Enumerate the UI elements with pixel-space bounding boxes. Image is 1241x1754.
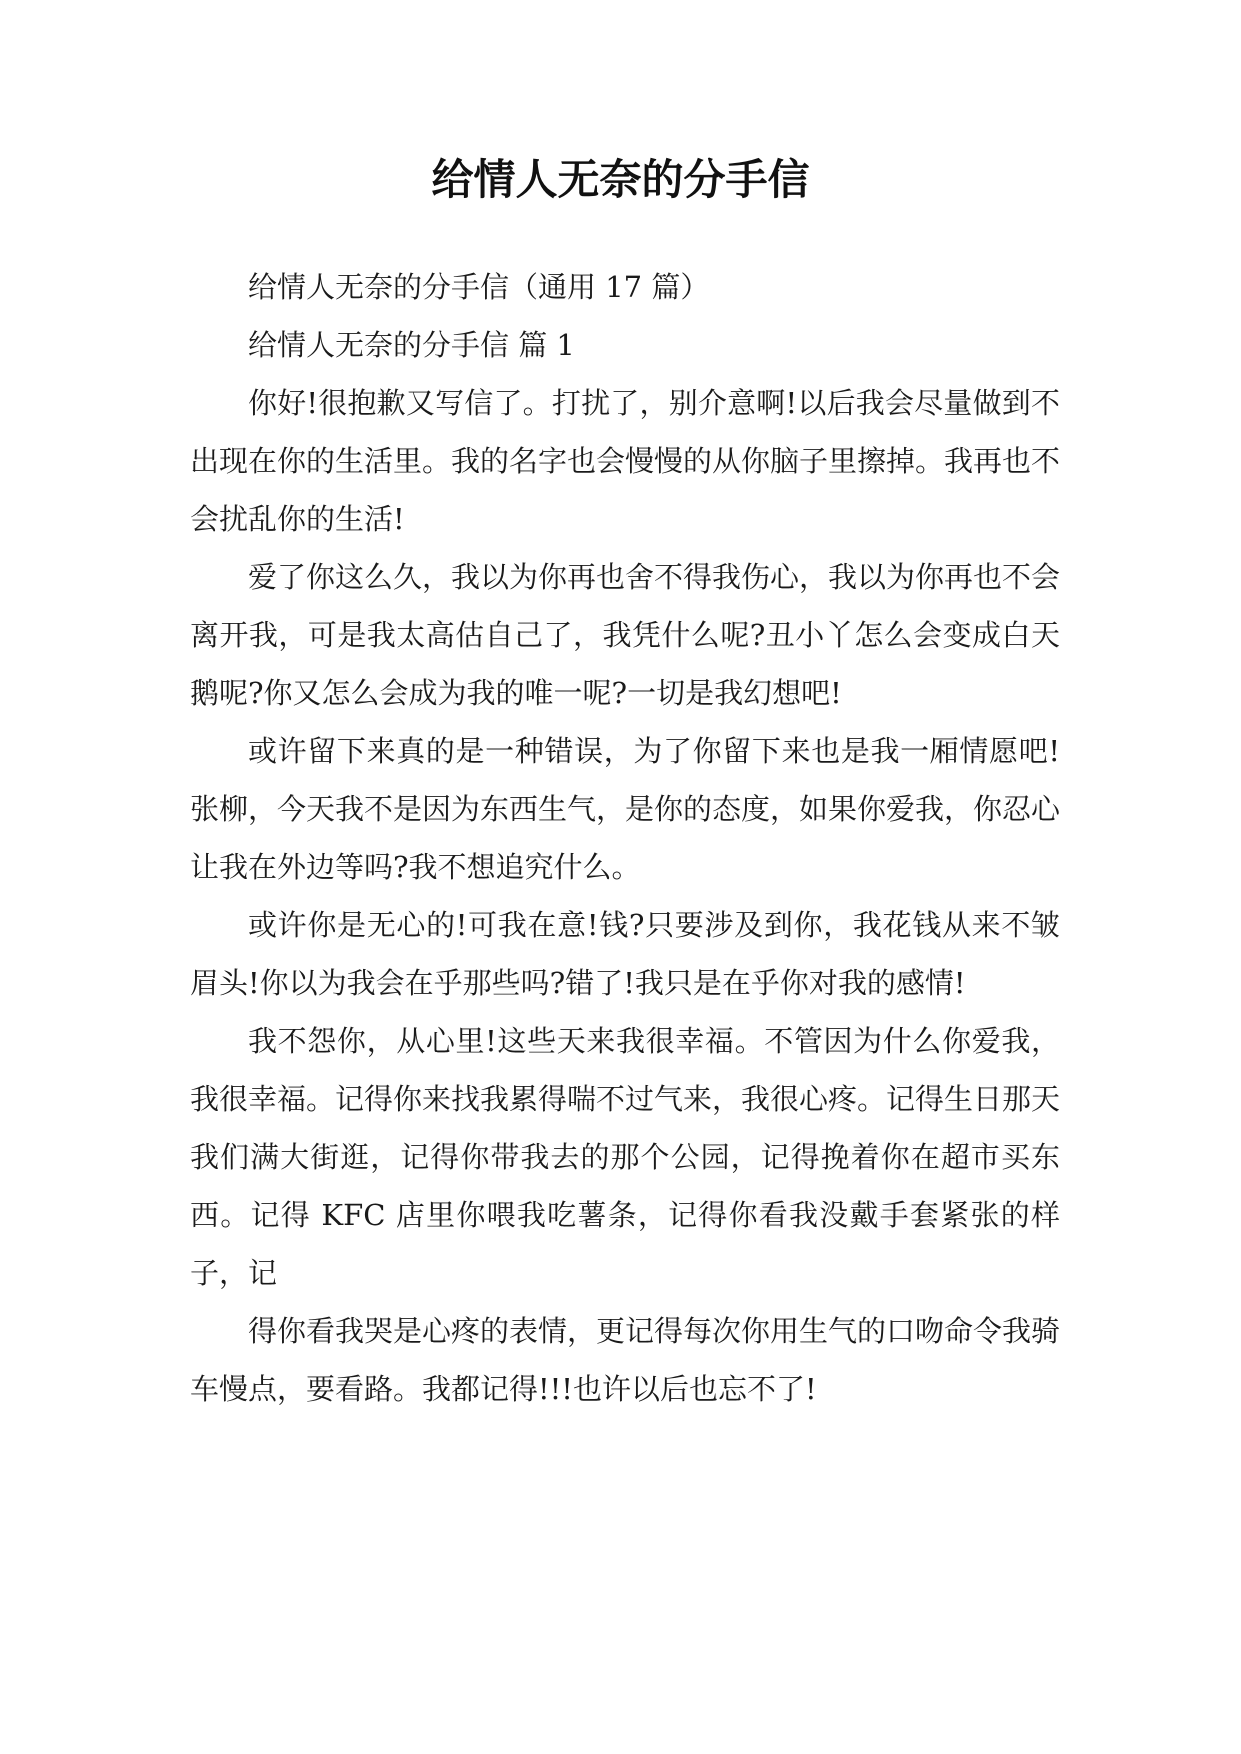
paragraph-section-heading: 给情人无奈的分手信 篇 1 [248,328,575,362]
paragraph: 或许你是无心的!可我在意!钱?只要涉及到你，我花钱从来不皱眉头!你以为我会在乎那些吗?错了!我只是在乎你对我的感情! [190,908,1060,1000]
document-title: 给情人无奈的分手信 [431,155,810,204]
paragraph-subtitle: 给情人无奈的分手信（通用 17 篇） [248,270,710,304]
paragraph: 你好!很抱歉又写信了。打扰了，别介意啊!以后我会尽量做到不出现在你的生活里。我的名字也会慢慢的从你脑子里擦掉。我再也不会扰乱你的生活! [190,386,1061,536]
paragraph: 或许留下来真的是一种错误，为了你留下来也是我一厢情愿吧!张柳，今天我不是因为东西生气，是你的态度，如果你爱我，你忍心让我在外边等吗?我不想追究什么。 [190,734,1061,884]
paragraph: 得你看我哭是心疼的表情，更记得每次你用生气的口吻命令我骑车慢点，要看路。我都记得!!!也许以后也忘不了! [190,1314,1061,1406]
document-body [190,258,1060,1418]
paragraph: 爱了你这么久，我以为你再也舍不得我伤心，我以为你再也不会离开我，可是我太高估自己了，我凭什么呢?丑小丫怎么会变成白天鹅呢?你又怎么会成为我的唯一呢?一切是我幻想吧! [190,560,1061,710]
paragraph: 我不怨你，从心里!这些天来我很幸福。不管因为什么你爱我，我很幸福。记得你来找我累得喘不过气来，我很心疼。记得生日那天我们满大街逛，记得你带我去的那个公园，记得挽着你在超市买东西。记得 KFC 店里你喂我吃薯条，记得你看我没戴手套紧张的样子，记 [190,1024,1061,1290]
